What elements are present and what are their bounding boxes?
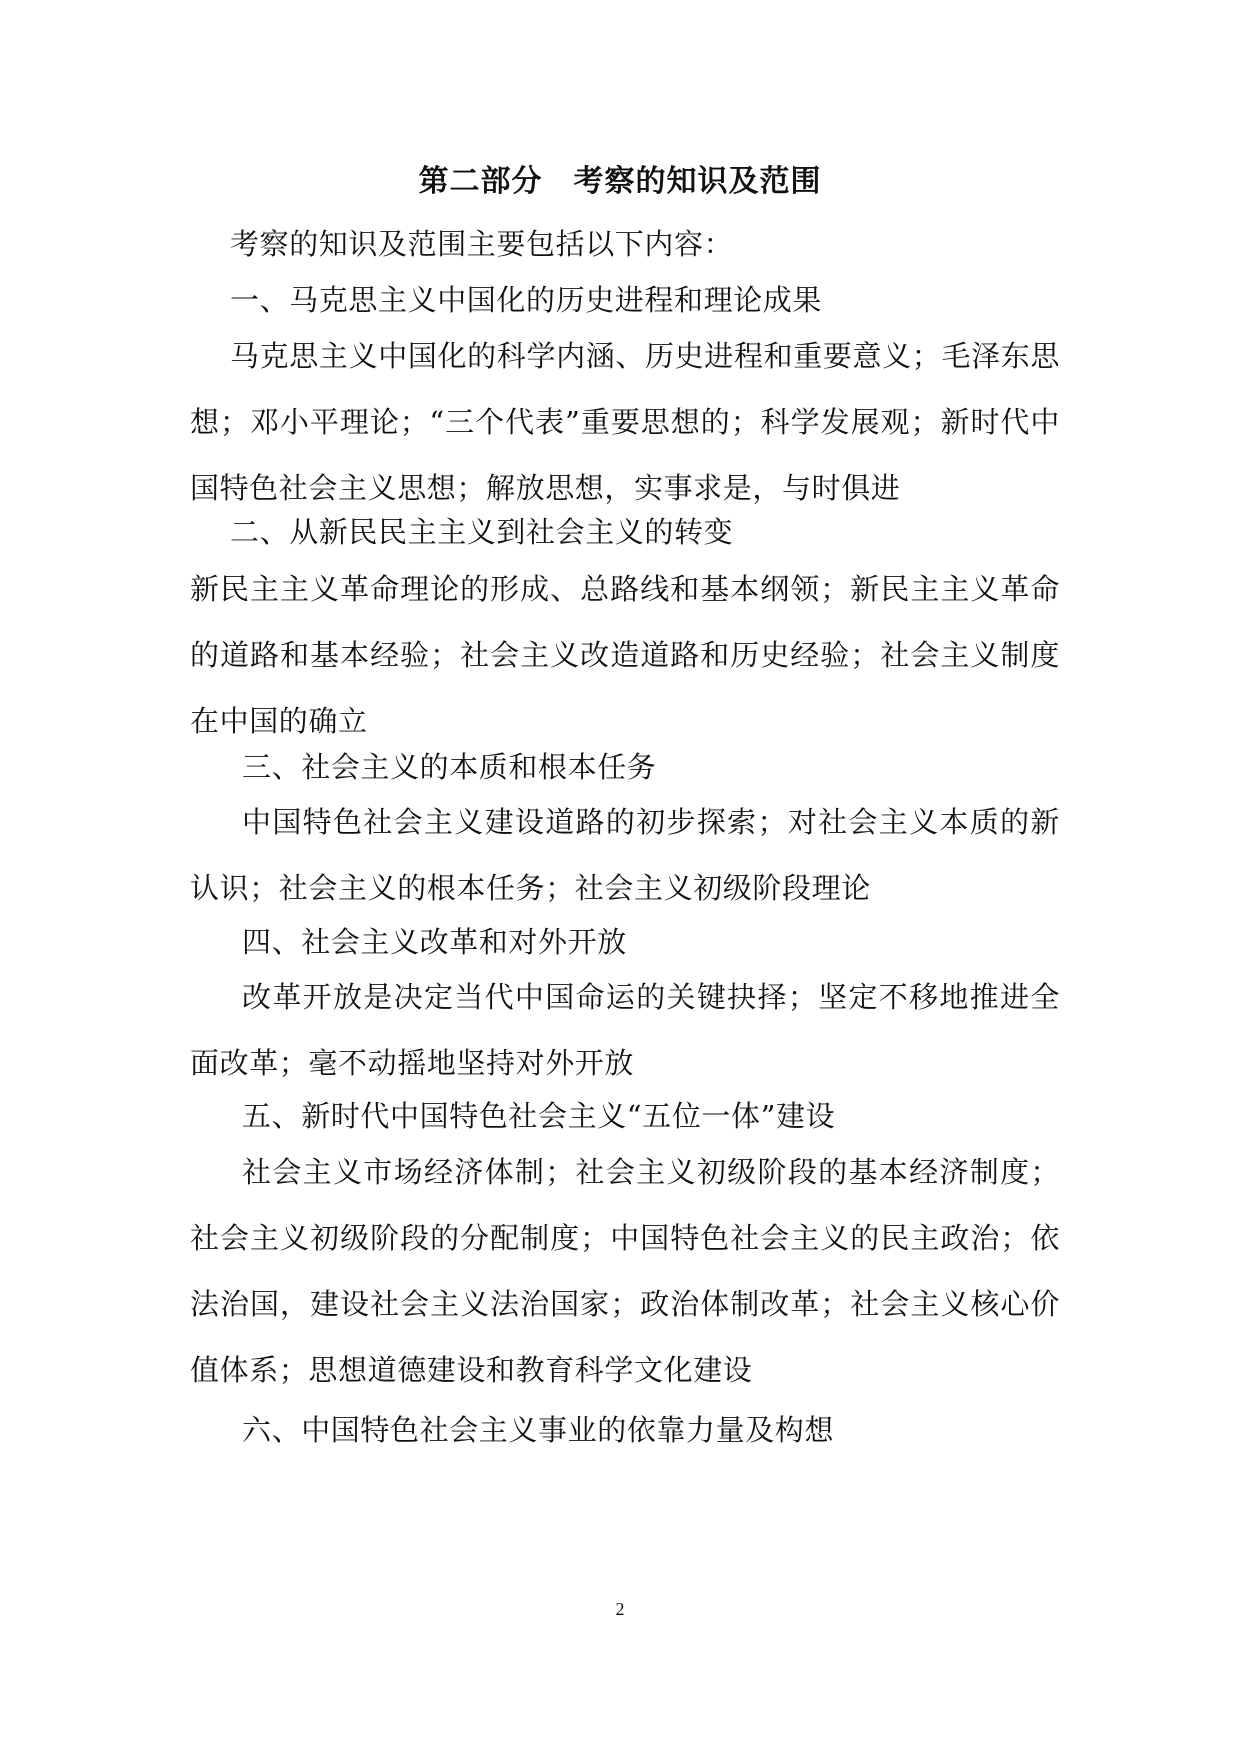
section-body-4: 改革开放是决定当代中国命运的关键抉择；坚定不移地推进全面改革；毫不动摇地坚持对外开放 (190, 980, 1060, 1080)
intro-text: 考察的知识及范围主要包括以下内容： (230, 227, 734, 261)
section-body-3: 中国特色社会主义建设道路的初步探索；对社会主义本质的新认识；社会主义的根本任务；社会主义初级阶段理论 (190, 805, 1060, 905)
section-body-1: 马克思主义中国化的科学内涵、历史进程和重要意义；毛泽东思想；邓小平理论；“三个代表”重要思想的；科学发展观；新时代中国特色社会主义思想；解放思想，实事求是，与时俱进 (190, 339, 1060, 505)
section-heading-5: 五、新时代中国特色社会主义“五位一体”建设 (242, 1099, 836, 1133)
section-heading-3: 三、社会主义的本质和根本任务 (242, 750, 657, 784)
section-heading-4: 四、社会主义改革和对外开放 (242, 925, 627, 959)
section-body-2: 新民主主义革命理论的形成、总路线和基本纲领；新民主主义革命的道路和基本经验；社会主义改造道路和历史经验；社会主义制度在中国的确立 (190, 572, 1060, 738)
section-heading-6: 六、中国特色社会主义事业的依靠力量及构想 (242, 1413, 835, 1447)
page-number: 2 (615, 1599, 625, 1619)
section-heading-1: 一、马克思主义中国化的历史进程和理论成果 (230, 283, 823, 317)
page-title: 第二部分 考察的知识及范围 (418, 164, 822, 199)
section-heading-2: 二、从新民民主主义到社会主义的转变 (230, 515, 734, 549)
section-body-5: 社会主义市场经济体制；社会主义初级阶段的基本经济制度；社会主义初级阶段的分配制度；中国特色社会主义的民主政治；依法治国，建设社会主义法治国家；政治体制改革；社会主义核心价值体系；思想道德建设和教育科学文化建设 (190, 1155, 1060, 1387)
